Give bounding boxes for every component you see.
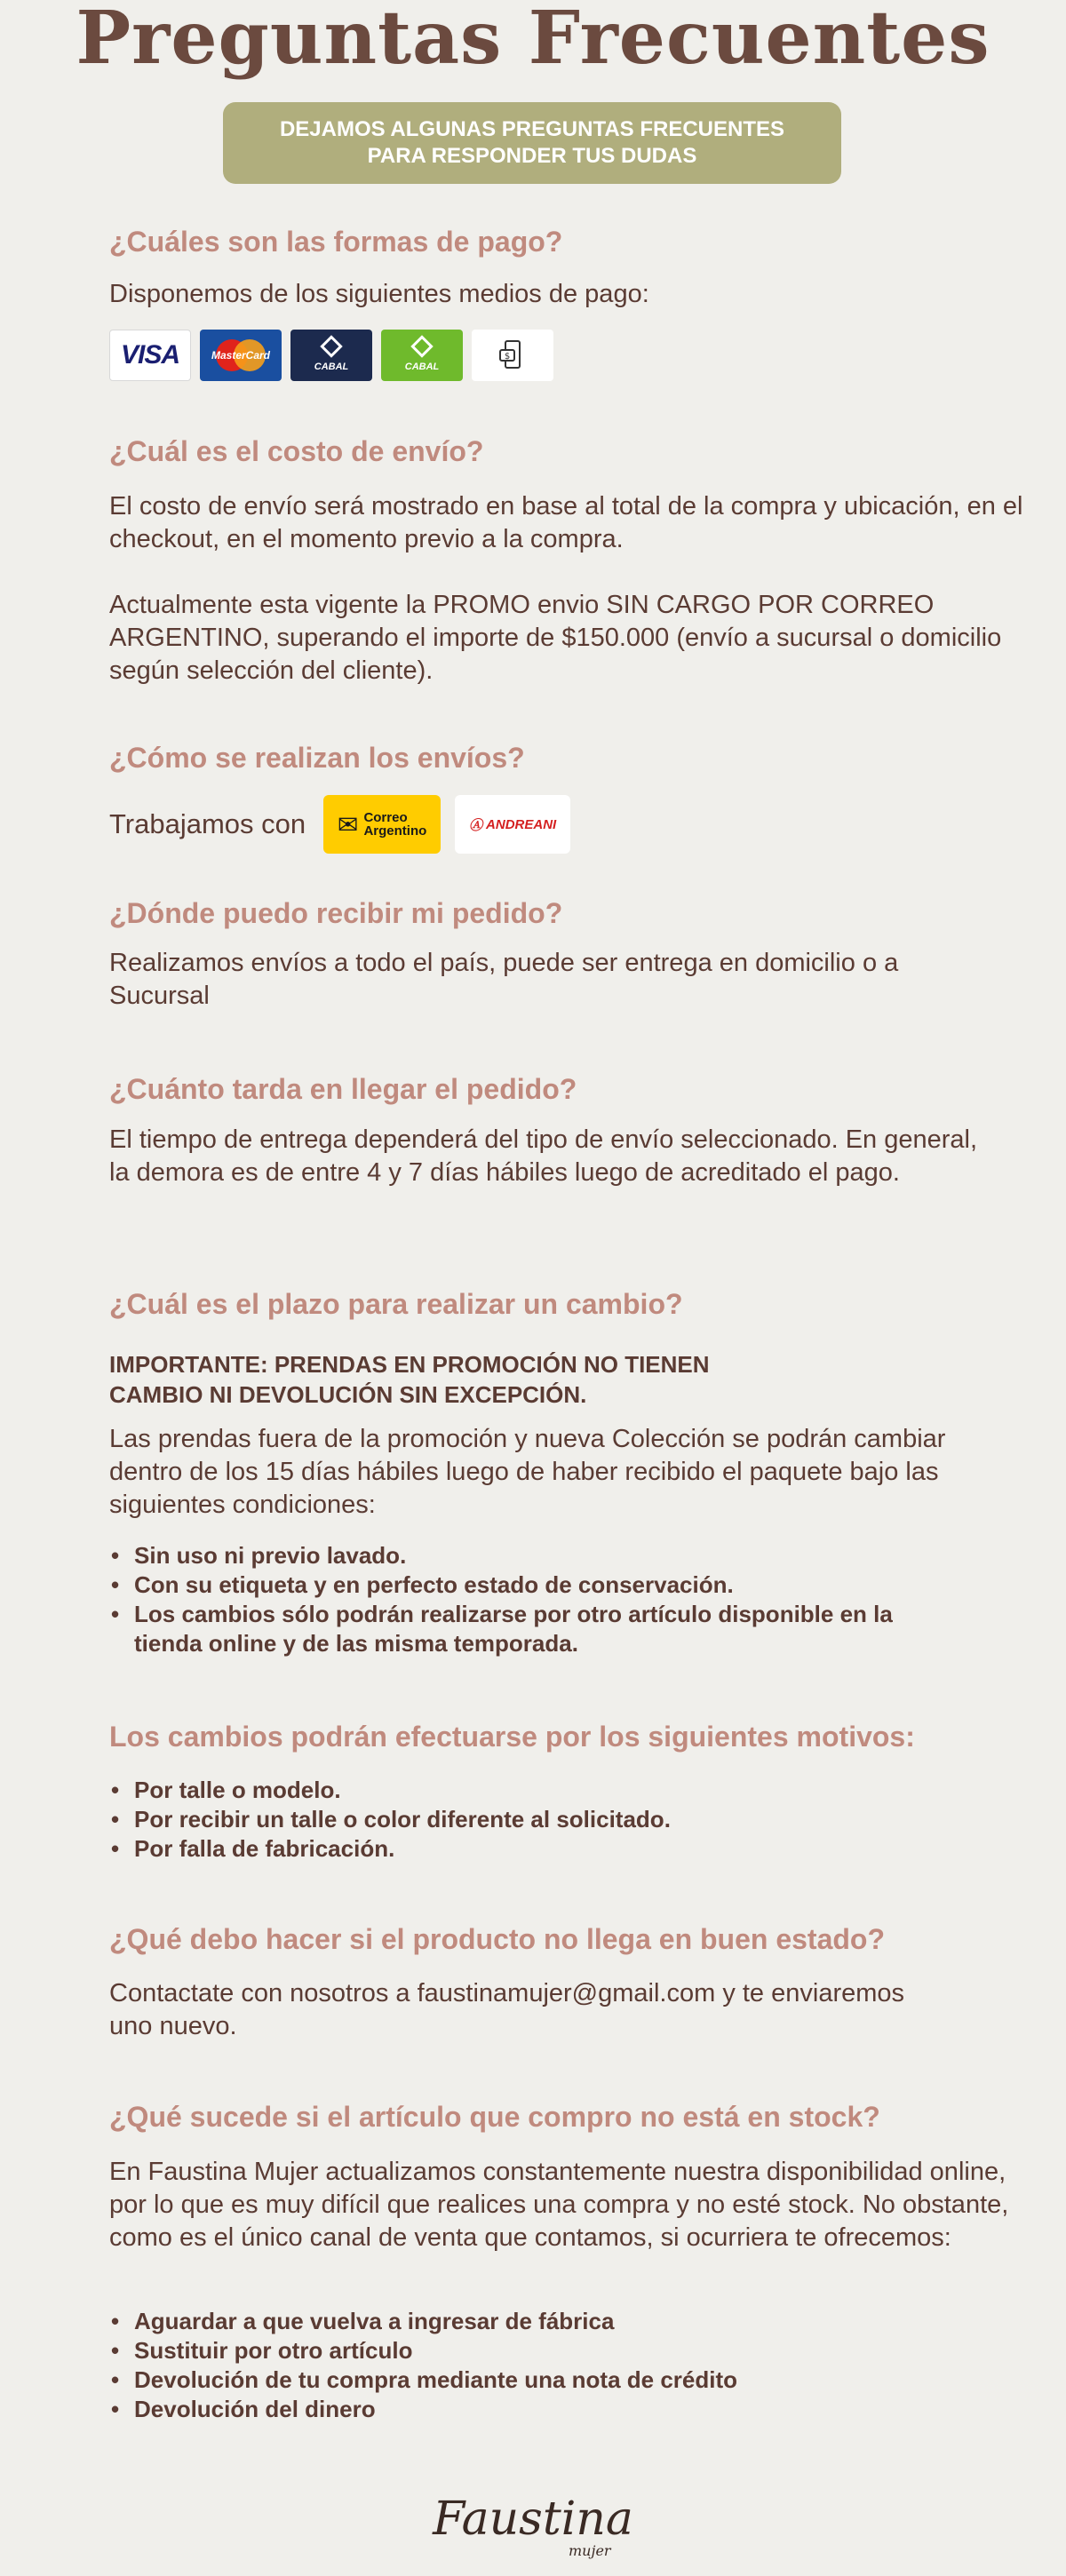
page-title: Preguntas Frecuentes [76,0,990,81]
exchange-conditions [109,1541,1022,1658]
correo-symbol-icon: ✉ [337,810,359,839]
list-item: • Por falla de fabricación. [134,1834,1022,1864]
question-exchange: ¿Cuál es el plazo para realizar un cambio? [109,1288,683,1320]
answer-stock: En Faustina Mujer actualizamos constantemente nuestra disponibilidad online, por lo que es muy difícil que realices una compra y no esté stock. No obstante, como es el único canal de venta que contamos, si ocurriera te ofrecemos: [109,2158,1009,2252]
correo-argentino-logo: ✉ Correo Argentino [323,795,441,854]
intro-banner [223,102,841,184]
banner-line-2: PARA RESPONDER TUS DUDAS [367,144,697,168]
payment-methods [109,330,553,381]
question-where: ¿Dónde puedo recibir mi pedido? [109,897,563,929]
list-item: • Aguardar a que vuelva a ingresar de fábrica [134,2307,1022,2336]
list-item: • Sin uso ni previo lavado. [134,1541,1022,1570]
list-item: • Devolución de tu compra mediante una nota de crédito [134,2365,1022,2395]
cabal-debit-icon: CABAL [290,330,372,381]
answer-shipping-how: Trabajamos con [109,808,306,839]
answer-shipping-cost-1: El costo de envío será mostrado en base al total de la compra y ubicación, en el checkout, en el momento previo a la compra. [109,492,1023,553]
logo-sub: mujer [569,2542,611,2559]
reasons-list [109,1776,1022,1864]
question-shipping-cost: ¿Cuál es el costo de envío? [109,435,484,467]
andreani-logo: Ⓐ ANDREANI [455,795,570,854]
list-item: • Devolución del dinero [134,2395,1022,2424]
answer-exchange: Las prendas fuera de la promoción y nueva Colección se podrán cambiar dentro de los 15 días hábiles luego de haber recibido el paquete bajo las siguientes condiciones: [109,1425,946,1519]
question-damaged: ¿Qué debo hacer si el producto no llega en buen estado? [109,1923,886,1955]
answer-payment: Disponemos de los siguientes medios de pago: [109,280,649,308]
list-item: • Sustituir por otro artículo [134,2336,1022,2365]
question-stock: ¿Qué sucede si el artículo que compro no está en stock? [109,2101,880,2133]
list-item: • Los cambios sólo podrán realizarse por otro artículo disponible en la tienda online y de las misma temporada. [134,1600,960,1658]
andreani-symbol-icon: Ⓐ [469,817,483,833]
carriers-row [109,795,570,854]
list-item: • Por talle o modelo. [134,1776,1022,1805]
answer-shipping-cost-2: Actualmente esta vigente la PROMO envio SIN CARGO POR CORREO ARGENTINO, superando el importe de $150.000 (envío a sucursal o domicilio según selección del cliente). [109,591,1002,685]
answer-time: El tiempo de entrega dependerá del tipo de envío seleccionado. En general, la demora es de entre 4 y 7 días hábiles luego de acreditado el pago. [109,1125,978,1187]
mastercard-icon: MasterCard [200,330,282,381]
banner-line-1: DEJAMOS ALGUNAS PREGUNTAS FRECUENTES [279,117,785,141]
list-item: • Por recibir un talle o color diferente al solicitado. [134,1805,1022,1834]
question-reasons: Los cambios podrán efectuarse por los siguientes motivos: [109,1721,915,1753]
transfer-icon [472,330,553,381]
answer-where: Realizamos envíos a todo el país, puede ser entrega en domicilio o a Sucursal [109,949,899,1010]
stock-options [109,2307,1022,2424]
cabal-credit-icon: CABAL [381,330,463,381]
svg-text:$: $ [504,352,511,362]
question-shipping-how: ¿Cómo se realizan los envíos? [109,742,525,774]
question-time: ¿Cuánto tarda en llegar el pedido? [109,1073,577,1105]
list-item: • Con su etiqueta y en perfecto estado de conservación. [134,1570,1022,1600]
brand-logo [400,2494,666,2565]
exchange-important-note: IMPORTANTE: PRENDAS EN PROMOCIÓN NO TIENEN CAMBIO NI DEVOLUCIÓN SIN EXCEPCIÓN. [109,1351,710,1408]
visa-icon: VISA [109,330,191,381]
answer-damaged: Contactate con nosotros a faustinamujer@gmail.com y te enviaremos uno nuevo. [109,1979,905,2040]
logo-name: Faustina [433,2493,633,2546]
question-payment: ¿Cuáles son las formas de pago? [109,226,563,258]
